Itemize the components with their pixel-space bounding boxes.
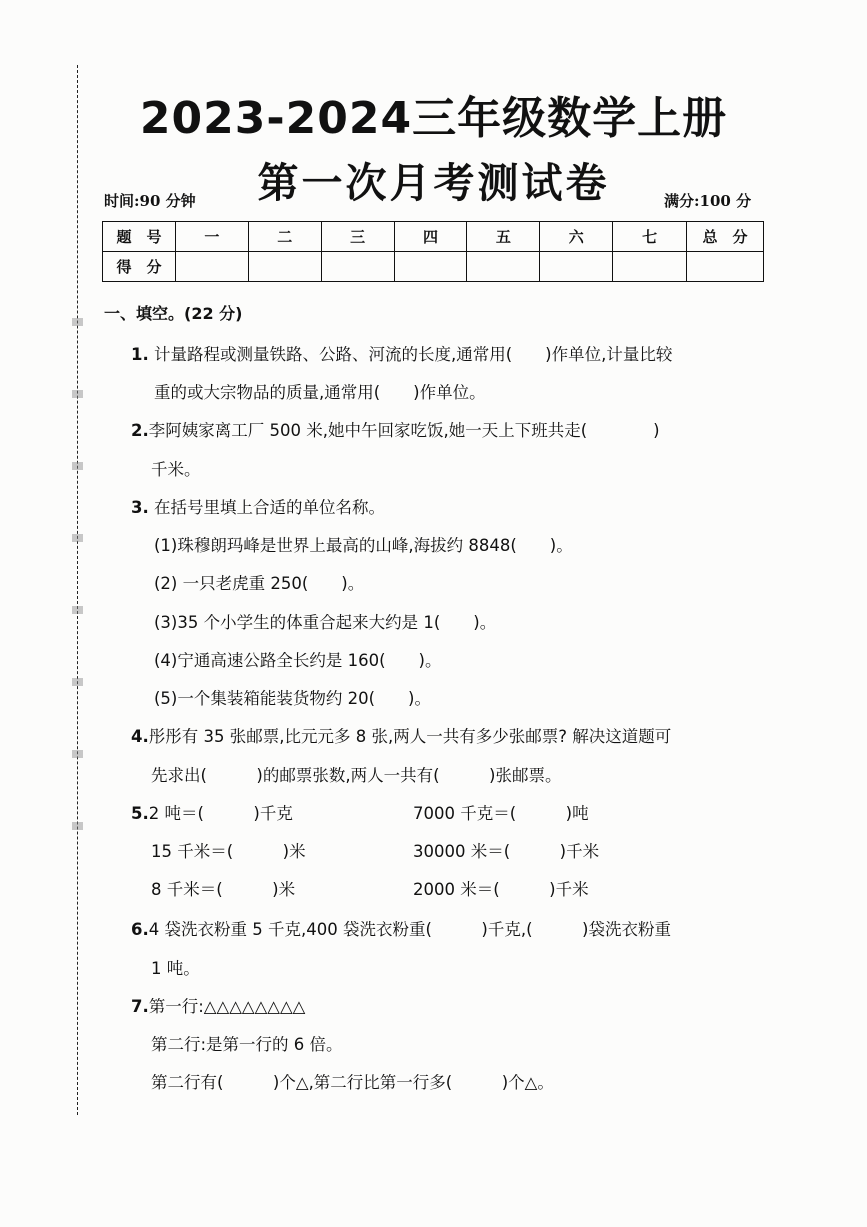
page-subtitle: 第一次月考测试卷 (257, 159, 610, 207)
score-table-header-cell: 二 (248, 222, 321, 252)
binding-mark (72, 390, 83, 398)
conversion-item: 30000 米＝( )千米 (413, 842, 600, 861)
binding-mark (72, 750, 83, 758)
question-line (151, 762, 562, 786)
sub-question-line (154, 647, 442, 671)
sub-question-line (154, 532, 573, 556)
question-number: 7. (131, 997, 149, 1016)
score-table-score-row (103, 252, 764, 282)
score-table (102, 221, 764, 282)
question-text: 第二行有( )个△,第二行比第一行多( )个△。 (151, 1073, 554, 1092)
question-text: (4)宁通高速公路全长约是 160( )。 (154, 651, 442, 670)
binding-mark (72, 534, 83, 542)
question-line (131, 916, 671, 940)
score-table-header-cell: 七 (613, 222, 687, 252)
conversion-item: 7000 千克＝( )吨 (413, 804, 589, 823)
conversion-item: 15 千米＝( )米 (151, 842, 306, 861)
score-table-header-cell: 五 (467, 222, 540, 252)
question-text: 李阿姨家离工厂 500 米,她中午回家吃饭,她一天上下班共走( ) (148, 421, 660, 440)
binding-mark (72, 606, 83, 614)
question-text: 千米。 (151, 460, 201, 479)
question-text: (1)珠穆朗玛峰是世界上最高的山峰,海拔约 8848( )。 (154, 536, 573, 555)
question-line (131, 993, 305, 1017)
binding-mark (72, 318, 83, 326)
page-title: 2023-2024三年级数学上册 (139, 93, 728, 144)
question-text: 重的或大宗物品的质量,通常用( )作单位。 (154, 383, 486, 402)
question-text: (5)一个集装箱能装货物约 20( )。 (154, 689, 431, 708)
conversion-item: 2 吨＝( )千克 (148, 804, 293, 823)
question-line (154, 379, 486, 403)
question-text: 第二行:是第一行的 6 倍。 (151, 1035, 343, 1054)
question-text: 计量路程或测量铁路、公路、河流的长度,通常用( )作单位,计量比较 (148, 345, 673, 364)
question-number: 5. (131, 804, 149, 823)
question-text: 第一行:△△△△△△△△ (148, 997, 306, 1016)
question-line (131, 723, 671, 747)
sub-question-line (154, 570, 364, 594)
question-line (131, 494, 385, 518)
conversion-line (131, 800, 293, 824)
exam-time: 时间:90 分钟 (104, 192, 196, 210)
full-score: 满分:100 分 (664, 192, 752, 210)
question-text: 1 吨。 (151, 959, 200, 978)
binding-mark (72, 822, 83, 830)
score-cell[interactable] (321, 252, 394, 282)
question-line (131, 417, 660, 441)
binding-line (77, 65, 78, 1115)
question-line (151, 1031, 343, 1055)
score-table-header-cell: 六 (540, 222, 613, 252)
question-number: 3. (131, 498, 149, 517)
question-number: 4. (131, 727, 149, 746)
score-cell[interactable] (540, 252, 613, 282)
binding-mark (72, 678, 83, 686)
score-table-header-row (103, 222, 764, 252)
conversion-item: 2000 米＝( )千米 (413, 880, 589, 899)
question-text: 先求出( )的邮票张数,两人一共有( )张邮票。 (151, 766, 562, 785)
score-table-row-label: 得 分 (103, 252, 176, 282)
score-table-header-cell: 四 (394, 222, 467, 252)
score-cell[interactable] (467, 252, 540, 282)
question-number: 1. (131, 345, 149, 364)
question-text: (2) 一只老虎重 250( )。 (154, 574, 365, 593)
question-text: (3)35 个小学生的体重合起来大约是 1( )。 (154, 613, 497, 632)
question-line (151, 955, 200, 979)
score-cell[interactable] (248, 252, 321, 282)
question-number: 6. (131, 920, 149, 939)
question-line (151, 1069, 554, 1093)
section-heading: 一、填空。(22 分) (104, 304, 243, 323)
score-table-header-cell: 题 号 (103, 222, 176, 252)
score-table-header-cell: 总 分 (687, 222, 764, 252)
score-cell[interactable] (394, 252, 467, 282)
sub-question-line (154, 609, 496, 633)
question-line (151, 456, 201, 480)
score-cell[interactable] (687, 252, 764, 282)
score-cell[interactable] (175, 252, 248, 282)
score-cell[interactable] (613, 252, 687, 282)
score-table-header-cell: 三 (321, 222, 394, 252)
question-text: 彤彤有 35 张邮票,比元元多 8 张,两人一共有多少张邮票? 解决这道题可 (148, 727, 672, 746)
question-text: 在括号里填上合适的单位名称。 (148, 498, 385, 517)
question-text: 4 袋洗衣粉重 5 千克,400 袋洗衣粉重( )千克,( )袋洗衣粉重 (148, 920, 671, 939)
question-line (131, 341, 672, 365)
sub-question-line (154, 685, 431, 709)
score-table-header-cell: 一 (175, 222, 248, 252)
conversion-item: 8 千米＝( )米 (151, 880, 296, 899)
binding-mark (72, 462, 83, 470)
question-number: 2. (131, 421, 149, 440)
